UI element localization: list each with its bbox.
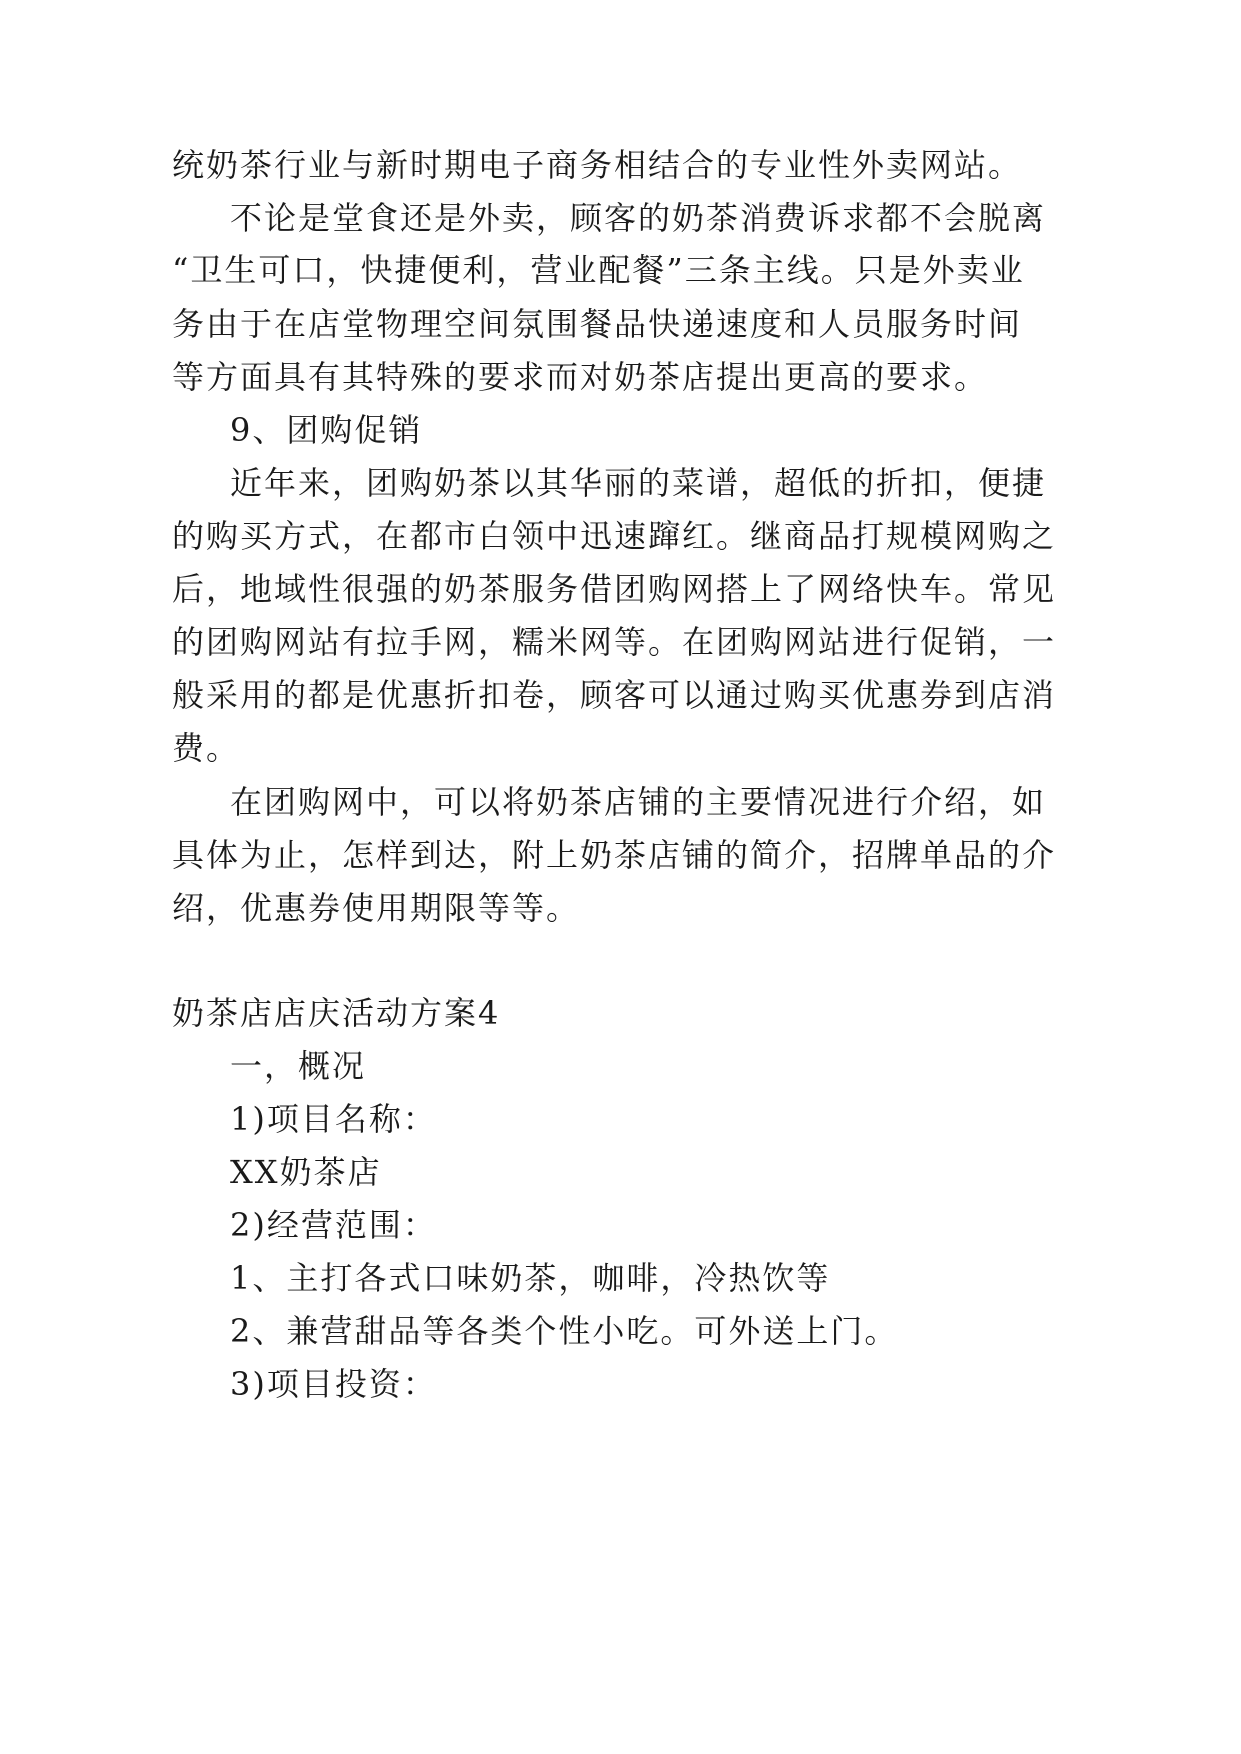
section-heading: 9、团购促销 bbox=[230, 411, 423, 449]
paragraph-line: 不论是堂食还是外卖，顾客的奶茶消费诉求都不会脱离 bbox=[230, 199, 1047, 237]
list-item: 2、兼营甜品等各类个性小吃。可外送上门。 bbox=[230, 1312, 899, 1350]
paragraph-line: “卫生可口，快捷便利，营业配餐”三条主线。只是外卖业 bbox=[172, 251, 1025, 289]
paragraph-line: 近年来，团购奶茶以其华丽的菜谱，超低的折扣，便捷 bbox=[230, 464, 1047, 502]
section-heading: 一，概况 bbox=[230, 1047, 367, 1085]
paragraph-line: 等方面具有其特殊的要求而对奶茶店提出更高的要求。 bbox=[172, 358, 989, 396]
paragraph-line: 的购买方式，在都市白领中迅速蹿红。继商品打规模网购之 bbox=[172, 517, 1057, 555]
paragraph-line: 务由于在店堂物理空间氛围餐品快递速度和人员服务时间 bbox=[172, 305, 1023, 343]
paragraph-line: 绍，优惠券使用期限等等。 bbox=[172, 889, 581, 927]
paragraph-line: 在团购网中，可以将奶茶店铺的主要情况进行介绍，如 bbox=[230, 783, 1047, 821]
paragraph-line: 的团购网站有拉手网，糯米网等。在团购网站进行促销，一 bbox=[172, 623, 1057, 661]
paragraph-line: 费。 bbox=[172, 729, 241, 767]
paragraph-line: 般采用的都是优惠折扣卷，顾客可以通过购买优惠券到店消 bbox=[172, 676, 1057, 714]
list-item: 1)项目名称： bbox=[230, 1100, 437, 1138]
list-item: 1、主打各式口味奶茶，咖啡，冷热饮等 bbox=[230, 1259, 831, 1297]
document-title: 奶茶店店庆活动方案4 bbox=[172, 994, 501, 1032]
paragraph-line: 统奶茶行业与新时期电子商务相结合的专业性外卖网站。 bbox=[172, 146, 1023, 184]
paragraph-line: 具体为止，怎样到达，附上奶茶店铺的简介，招牌单品的介 bbox=[172, 836, 1057, 874]
list-item: XX奶茶店 bbox=[230, 1153, 382, 1191]
paragraph-line: 后，地域性很强的奶茶服务借团购网搭上了网络快车。常见 bbox=[172, 570, 1057, 608]
list-item: 2)经营范围： bbox=[230, 1206, 437, 1244]
list-item: 3)项目投资： bbox=[230, 1365, 437, 1403]
